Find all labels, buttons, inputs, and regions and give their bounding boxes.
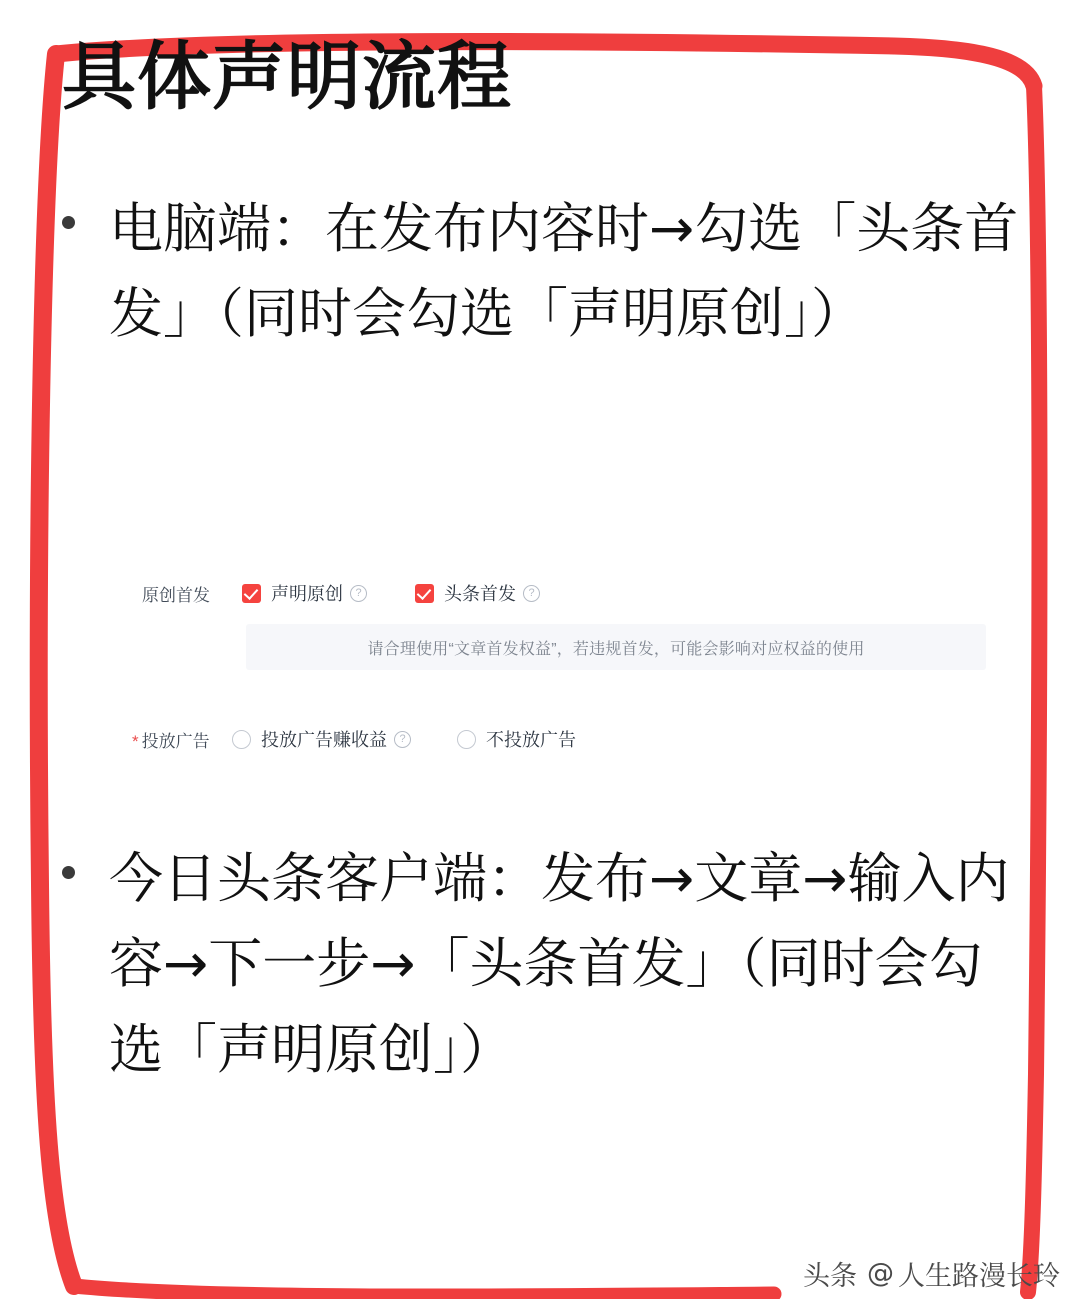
radio-unselected-icon[interactable] xyxy=(457,730,476,749)
notice-text: 请合理使用“文章首发权益”，若违规首发，可能会影响对应权益的使用 xyxy=(367,640,865,658)
ads-row xyxy=(132,726,629,752)
help-icon[interactable]: ? xyxy=(523,585,540,602)
bullet-text: 今日头条客户端：发布→文章→输入内容→下一步→「头条首发」（同时会勾选「声明原创」） xyxy=(109,847,1010,1081)
bullet-dot-icon xyxy=(62,216,75,229)
radio-no-ads-label: 不投放广告 xyxy=(486,730,576,750)
watermark-at: @ xyxy=(867,1258,894,1289)
page-title: 具体声明流程 xyxy=(62,34,512,120)
watermark-username: 人生路漫长玲 xyxy=(898,1261,1060,1292)
ads-label: * 投放广告 xyxy=(132,727,232,752)
declare-original-label: 声明原创 xyxy=(271,584,343,604)
declare-original-checkbox[interactable] xyxy=(242,580,367,606)
watermark xyxy=(803,1254,1060,1293)
help-icon[interactable]: ? xyxy=(350,585,367,602)
watermark-brand: 头条 xyxy=(803,1261,857,1292)
original-first-publish-label: 原创首发 xyxy=(142,585,210,605)
publish-form-screenshot xyxy=(128,560,994,792)
radio-ads-earn[interactable] xyxy=(232,726,411,752)
radio-no-ads[interactable] xyxy=(457,726,583,752)
toutiao-first-publish-label: 头条首发 xyxy=(444,584,516,604)
help-icon[interactable]: ? xyxy=(394,731,411,748)
checkbox-checked-icon[interactable] xyxy=(242,584,261,603)
bullet-dot-icon xyxy=(62,866,75,879)
toutiao-first-publish-checkbox[interactable] xyxy=(415,580,540,606)
checkbox-checked-icon[interactable] xyxy=(415,584,434,603)
radio-unselected-icon[interactable] xyxy=(232,730,251,749)
original-first-publish-row xyxy=(142,580,588,606)
radio-ads-earn-label: 投放广告赚收益 xyxy=(261,730,387,750)
notice-bar xyxy=(246,624,986,670)
list-item xyxy=(62,836,1022,1092)
bullet-text: 电脑端：在发布内容时→勾选「头条首发」（同时会勾选「声明原创」） xyxy=(109,197,1019,346)
list-item xyxy=(62,186,1022,357)
